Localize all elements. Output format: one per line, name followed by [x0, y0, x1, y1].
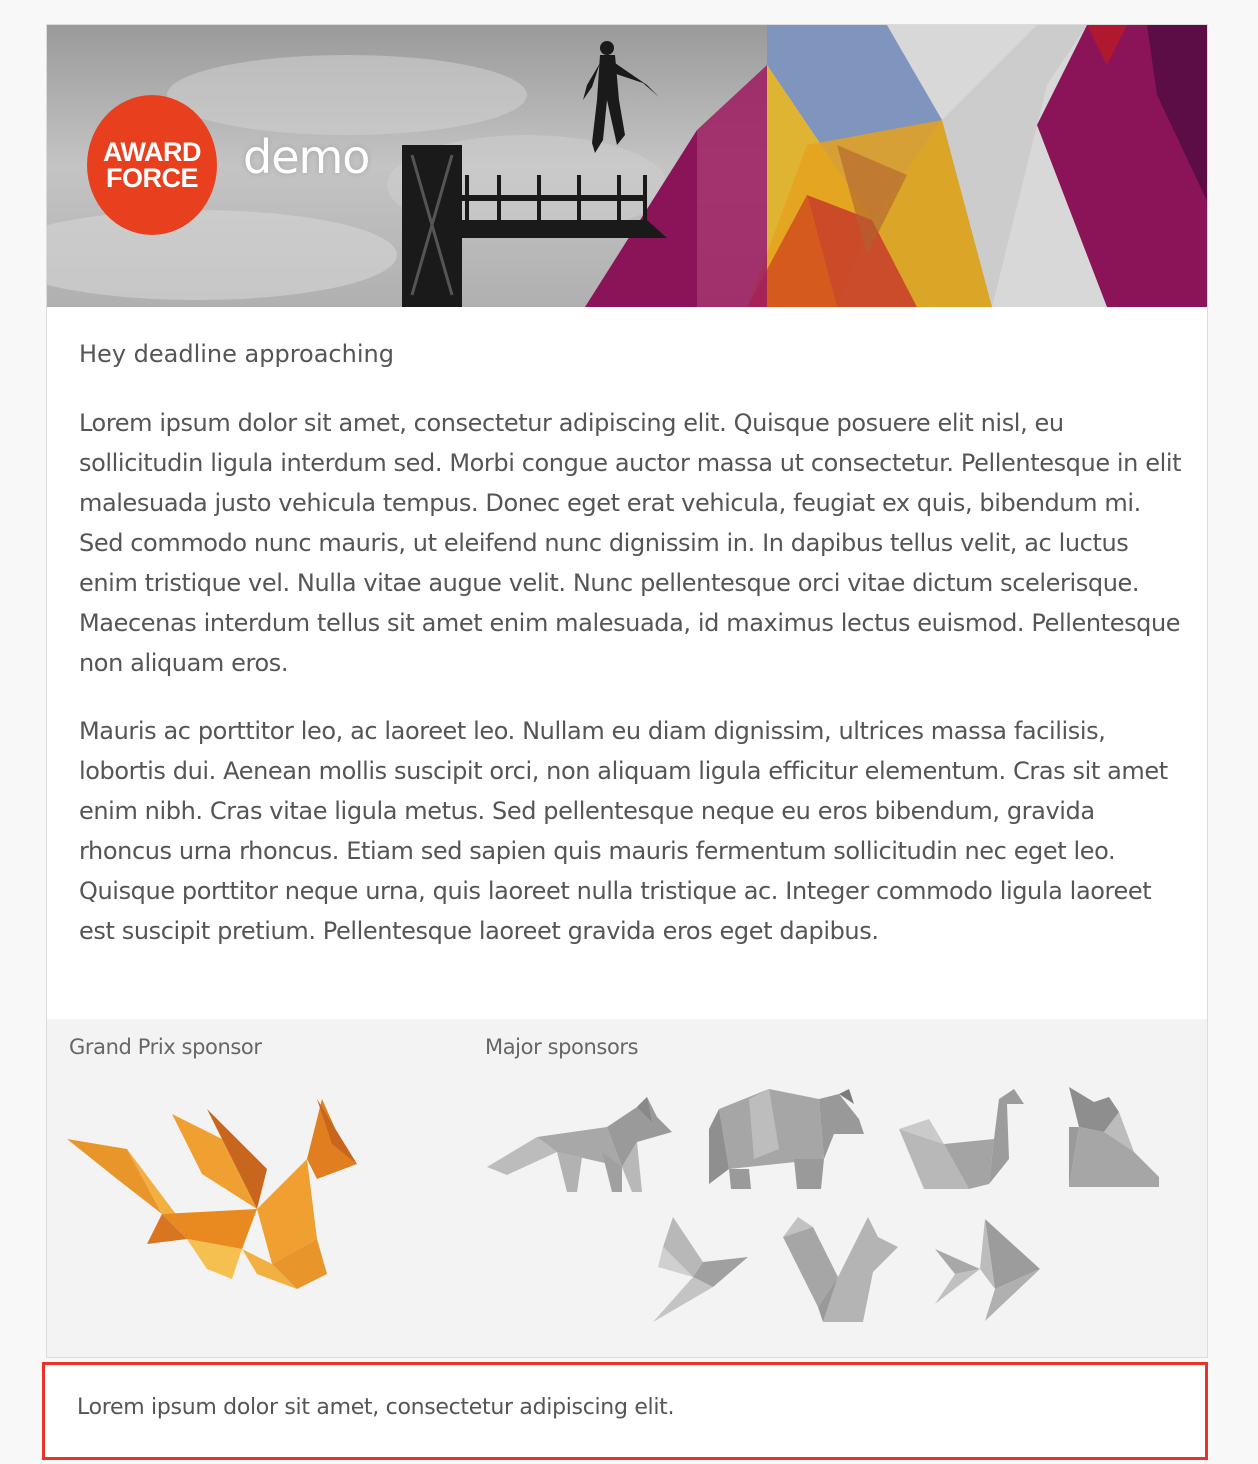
origami-dragon-icon	[67, 1099, 367, 1289]
major-sponsors-title: Major sponsors	[485, 1035, 639, 1059]
origami-cat-icon	[1069, 1087, 1164, 1192]
origami-fox-icon	[487, 1097, 677, 1197]
email-body	[79, 335, 1189, 979]
logo-line-1: AWARD	[103, 137, 201, 167]
sponsors-section	[47, 1019, 1208, 1358]
award-force-logo	[87, 95, 217, 235]
body-paragraph-2: Mauris ac porttitor leo, ac laoreet leo. Nullam eu diam dignissim, ultrices massa facilisis, lobortis dui. Aenean mollis suscipit orci, non aliquam ligula efficitur elementum. Cras sit amet enim nibh. Cras vitae ligula metus. Sed pellentesque neque eu eros bibendum, gravida rhoncus urna rhoncus. Etiam sed sapien quis mauris fermentum sollicitudin nec eget leo. Quisque porttitor neque urna, quis laoreet nulla tristique ac. Integer commodo ligula laoreet est suscipit pretium. Pellentesque laoreet gravida eros eget dapibus.	[79, 717, 1168, 945]
logo-suffix: demo	[243, 130, 370, 184]
greeting: Hey deadline approaching	[79, 340, 394, 368]
banner-artwork	[47, 25, 1208, 307]
email-card	[46, 24, 1208, 1358]
footer-text: Lorem ipsum dolor sit amet, consectetur adipiscing elit.	[77, 1395, 675, 1420]
header-banner	[47, 25, 1208, 307]
origami-fish-icon	[935, 1219, 1040, 1321]
logo-line-2: FORCE	[106, 163, 198, 193]
footer-highlight-box	[42, 1362, 1208, 1460]
body-paragraph-1: Lorem ipsum dolor sit amet, consectetur adipiscing elit. Quisque posuere elit nisl, eu sollicitudin ligula interdum sed. Morbi congue auctor massa ut consectetur. Pellentesque in elit malesuada justo vehicula tempus. Donec eget erat vehicula, feugiat ex quis, bibendum mi. Sed commodo nunc mauris, ut eleifend nunc dignissim in. In dapibus tellus velit, ac luctus enim tristique vel. Nulla vitae augue velit. Nunc pellentesque orci vitae dictum scelerisque. Maecenas interdum tellus sit amet enim malesuada, id maximus lectus euismod. Pellentesque non aliquam eros.	[79, 409, 1182, 677]
origami-bird-icon	[653, 1217, 748, 1322]
origami-bear-icon	[709, 1089, 869, 1189]
grand-prix-sponsor-title: Grand Prix sponsor	[69, 1035, 262, 1059]
origami-squirrel-icon	[783, 1217, 898, 1322]
origami-swan-icon	[899, 1089, 1029, 1194]
